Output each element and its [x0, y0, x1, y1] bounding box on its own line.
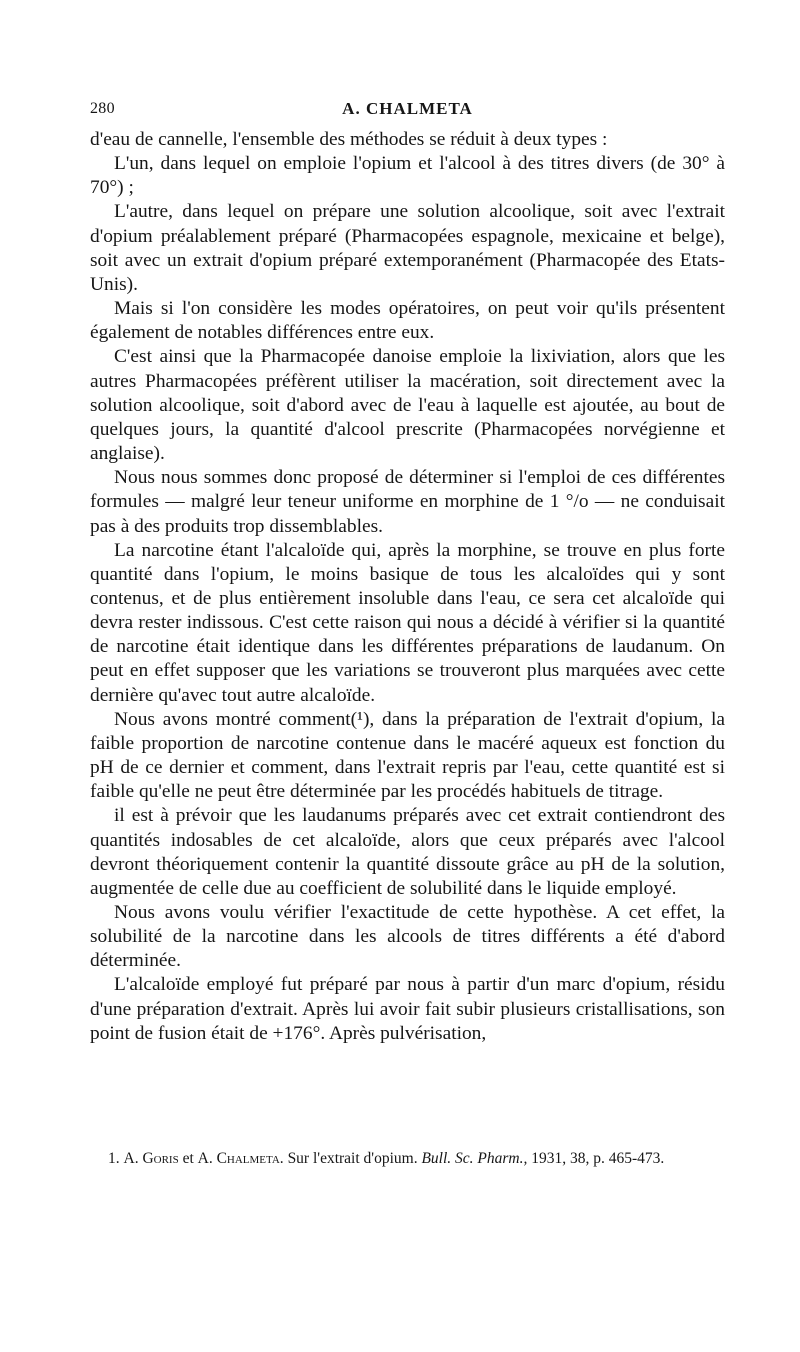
footnote-pages: p. 465-473. — [593, 1150, 665, 1167]
paragraph — [90, 708, 725, 805]
paragraph: L'un, dans lequel on emploie l'opium et l'alcool à des titres divers (de 30° à 70°) ; — [90, 153, 725, 199]
footnote-title: Sur l'extrait d'opium. — [287, 1150, 418, 1167]
paragraph: L'alcaloïde employé fut préparé par nous à partir d'un marc d'opium, résidu d'une préparation d'extrait. Après lui avoir fait subir plusieurs cristallisations, son point de fusion était de +176°. Après pulvérisation, — [90, 974, 725, 1044]
footnote-journal: Bull. Sc. Pharm., — [421, 1150, 528, 1167]
paragraph-rest: , dans la préparation de l'extrait d'opium, la faible proportion de narcotine contenue dans le macéré aqueux est fonction du pH de ce dernier et comment, dans l'extrait repris par l'eau, cette quantité est si faible qu'elle ne peut être déterminée par les procédés habituels de titrage. — [90, 708, 725, 803]
running-title: A. CHALMETA — [342, 99, 473, 118]
paragraph: Mais si l'on considère les modes opératoires, on peut voir qu'ils présentent également de notables différences entre eux. — [90, 298, 725, 344]
paragraph: Nous nous sommes donc proposé de déterminer si l'emploi de ces différentes formules — malgré leur teneur uniforme en morphine de 1 °/o — ne conduisait pas à des produits trop dissemblables. — [90, 467, 725, 537]
footnote-author: A. Goris — [123, 1150, 179, 1167]
paragraph: L'autre, dans lequel on prépare une solution alcoolique, soit avec l'extrait d'opium préalablement préparé (Pharmacopées espagnole, mexicaine et belge), soit avec un extrait d'opium préparé extemporanément (Pharmacopée des Etats-Unis). — [90, 201, 725, 295]
paragraph: C'est ainsi que la Pharmacopée danoise emploie la lixiviation, alors que les autres Pharmacopées préfèrent utiliser la macération, soit directement avec la solution alcoolique, soit d'abord avec de l'eau à laquelle est ajoutée, au bout de quelques jours, la quantité d'alcool prescrite (Pharmacopées norvégienne et anglaise). — [90, 346, 725, 465]
body-text — [90, 128, 725, 1046]
paragraph: Nous avons voulu vérifier l'exactitude de cette hypothèse. A cet effet, la solubilité de la narcotine dans les alcools de titres différents a été d'abord déterminée. — [90, 902, 725, 972]
footnote-author: A. Chalmeta. — [197, 1150, 284, 1167]
paragraph: La narcotine étant l'alcaloïde qui, après la morphine, se trouve en plus forte quantité dans l'opium, le moins basique de tous les alcaloïdes qui y sont contenus, et de plus entièrement insoluble dans l'eau, ce sera cet alcaloïde qui devra rester indissous. C'est cette raison qui nous a décidé à vérifier si la quantité de narcotine était identique dans les différentes préparations de laudanum. On peut en effet supposer que les variations se trouveront plus marquées avec cette dernière qu'avec tout autre alcaloïde. — [90, 539, 725, 706]
paragraph: il est à prévoir que les laudanums préparés avec cet extrait contiendront des quantités indosables de cet alcaloïde, alors que ceux préparés avec l'alcool devront théoriquement contenir la quantité dissoute grâce au pH de la solution, augmentée de celle due au coefficient de solubilité dans le liquide employé. — [90, 805, 725, 899]
paragraph: d'eau de cannelle, l'ensemble des méthodes se réduit à deux types : — [90, 129, 608, 150]
footnote-conjunction: et — [182, 1150, 194, 1167]
paragraph-start: Nous avons montré comment — [114, 708, 351, 730]
footnote — [90, 1148, 725, 1170]
footnote-entry — [90, 1148, 725, 1170]
page-number: 280 — [90, 100, 115, 117]
footnote-number: 1. — [108, 1150, 120, 1167]
running-header — [90, 96, 725, 122]
footnote-reference: (¹) — [350, 708, 370, 730]
footnote-year-volume: 1931, 38, — [531, 1150, 590, 1167]
